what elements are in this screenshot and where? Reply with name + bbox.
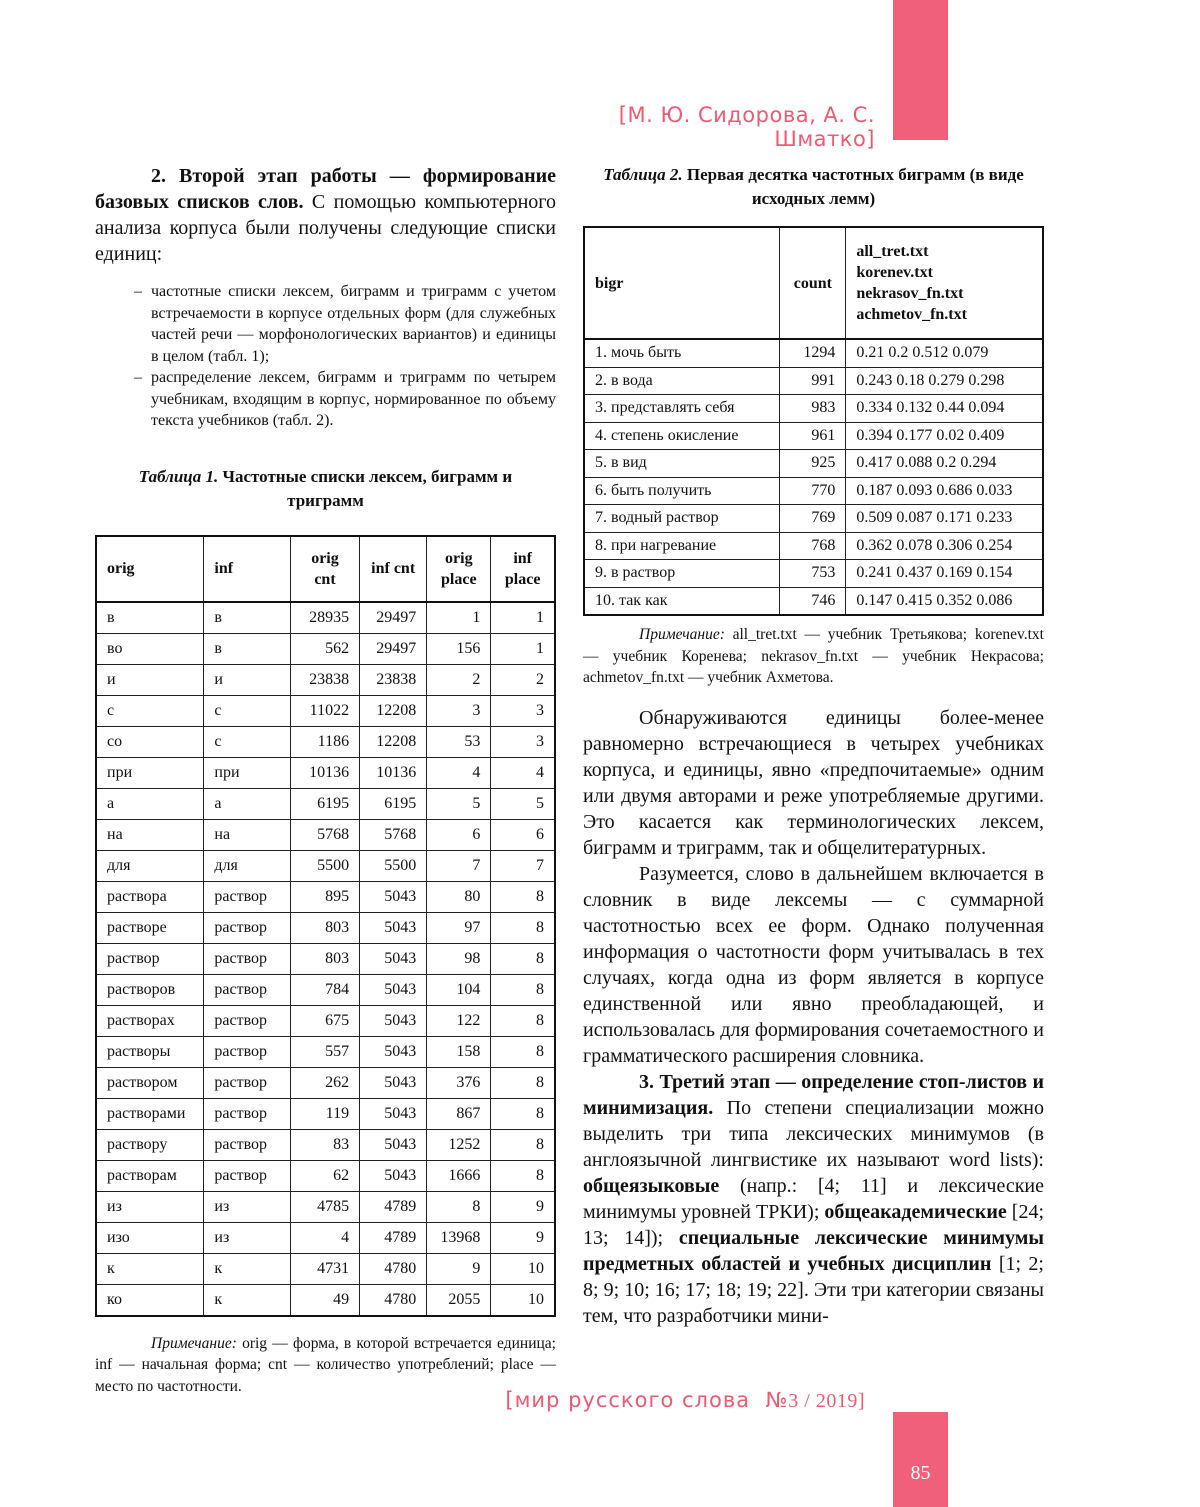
table-cell: 803 (290, 912, 359, 943)
table-row (584, 477, 1043, 505)
table-row (96, 881, 555, 912)
table-cell: 0.241 0.437 0.169 0.154 (846, 560, 1043, 588)
table-cell: раствором (96, 1067, 204, 1098)
table-cell: 557 (290, 1036, 359, 1067)
table-row (96, 695, 555, 726)
table1-note-text: orig — форма, в которой встречается единица; inf — начальная форма; cnt — количество употреблений; place — место по частотности. (95, 1334, 556, 1395)
table-cell: 8. при нагревание (584, 532, 780, 560)
table-cell: 6 (427, 819, 491, 850)
section-3-title: 3. Третий этап — определение стоп-листов и минимизация. (583, 1070, 1044, 1119)
paragraph: Разумеется, слово в дальнейшем включается в словник в виде лексемы — с суммарной частотностью всех ее форм. Однако полученная информация о частотности форм учитывалась в тех случаях, когда одна из форм является в корпусе единственной или явно преобладающей, и использовалась для формирования сочетаемостного и грамматического расширения словника. (583, 862, 1044, 1067)
table-cell: 98 (427, 943, 491, 974)
table-cell: 7 (427, 850, 491, 881)
table-cell: 10136 (360, 757, 427, 788)
table-cell: 12208 (360, 726, 427, 757)
table-cell: к (204, 1284, 291, 1316)
table-row (96, 1005, 555, 1036)
table-cell: а (204, 788, 291, 819)
table-cell: 8 (491, 1098, 555, 1129)
table-cell: для (96, 850, 204, 881)
table-cell: 4 (491, 757, 555, 788)
table-cell: 80 (427, 881, 491, 912)
running-header-authors: [М. Ю. Сидорова, А. С. Шматко] (618, 103, 875, 151)
right-column (583, 163, 1044, 1329)
table1-header: inf cnt (360, 536, 427, 602)
table2-header: nekrasov_fn.txt (856, 285, 964, 302)
table-cell: 10 (491, 1284, 555, 1316)
paragraph: Обнаруживаются единицы более-менее равномерно встречающиеся в четырех учебниках корпуса, и единицы, явно «предпочитаемые» одним или двумя авторами и реже употребляемые другими. Это касается как терминологических лексем, биграмм и триграмм, так и общелитературных. (583, 706, 1044, 859)
table-cell: растворе (96, 912, 204, 943)
table-cell: 5043 (360, 1005, 427, 1036)
table-cell: 753 (780, 560, 846, 588)
table2-header-row (584, 227, 1043, 339)
table-cell: 119 (290, 1098, 359, 1129)
table2-header: achmetov_fn.txt (856, 306, 967, 323)
table-cell: 8 (491, 1036, 555, 1067)
table-cell: 11022 (290, 695, 359, 726)
table-cell: 0.187 0.093 0.686 0.033 (846, 477, 1043, 505)
table-cell: 5500 (290, 850, 359, 881)
table-cell: 4789 (360, 1191, 427, 1222)
table-cell: к (96, 1253, 204, 1284)
table-cell: раствор (204, 1129, 291, 1160)
table-cell: с (204, 726, 291, 757)
table-row (584, 339, 1043, 367)
table-cell: 1294 (780, 339, 846, 367)
table-cell: 13968 (427, 1222, 491, 1253)
journal-title: [мир русского слова (505, 1388, 751, 1412)
table-cell: 4. степень окисление (584, 422, 780, 450)
table-cell: 991 (780, 367, 846, 395)
table-cell: а (96, 788, 204, 819)
table-cell: 2 (491, 664, 555, 695)
table1-header: orig cnt (290, 536, 359, 602)
section-3-paragraph (583, 1069, 1044, 1329)
table-cell: 6. быть получить (584, 477, 780, 505)
table-row (96, 1036, 555, 1067)
table-cell: 4780 (360, 1253, 427, 1284)
table-row (584, 367, 1043, 395)
table-cell: 8 (491, 1160, 555, 1191)
table-cell: 49 (290, 1284, 359, 1316)
table-cell: изо (96, 1222, 204, 1253)
table1 (95, 535, 556, 1317)
section-2-paragraph (95, 163, 556, 267)
table1-body (96, 602, 555, 1316)
table-cell: на (96, 819, 204, 850)
table2-header-files (846, 227, 1043, 339)
table-cell: раствор (204, 1005, 291, 1036)
table-cell: 1 (491, 602, 555, 634)
table-cell: раствор (204, 881, 291, 912)
table-row (584, 422, 1043, 450)
table-cell: 784 (290, 974, 359, 1005)
table1-header: orig place (427, 536, 491, 602)
table-cell: 23838 (360, 664, 427, 695)
table-cell: 62 (290, 1160, 359, 1191)
table-cell: раствора (96, 881, 204, 912)
table-row (96, 912, 555, 943)
paragraph-text: (напр.: [4; 11] и лексические минимумы уровней ТРКИ); (583, 1174, 1044, 1223)
table-row (96, 664, 555, 695)
table2-note-text: all_tret.txt — учебник Третьякова; korenev.txt — учебник Коренева; nekrasov_fn.txt — учебник Некрасова; achmetov_fn.txt — учебник Ахметова. (583, 626, 1044, 686)
table-cell: раствор (204, 943, 291, 974)
table-cell: из (204, 1191, 291, 1222)
section-2-title: 2. Второй этап работы — формирование базовых списков слов. (95, 165, 556, 213)
table-row (584, 587, 1043, 615)
table-cell: 5043 (360, 881, 427, 912)
table-cell: 3 (491, 695, 555, 726)
table-cell: и (204, 664, 291, 695)
table-cell: 8 (491, 1005, 555, 1036)
table-cell: растворов (96, 974, 204, 1005)
paragraph-text: [24; 13; 14]); (583, 1200, 1044, 1249)
table-row (584, 450, 1043, 478)
table-cell: к (204, 1253, 291, 1284)
table-cell: в (204, 633, 291, 664)
bottom-accent-bar (893, 1412, 948, 1507)
table-cell: 0.394 0.177 0.02 0.409 (846, 422, 1043, 450)
term: специальные лексические минимумы предметных областей и учебных дисциплин (583, 1226, 1045, 1275)
table-cell: для (204, 850, 291, 881)
table-cell: 7 (491, 850, 555, 881)
table-cell: в (204, 602, 291, 634)
table-cell: 4731 (290, 1253, 359, 1284)
table-cell: 4 (290, 1222, 359, 1253)
table-cell: раствор (204, 912, 291, 943)
table-cell: 5043 (360, 943, 427, 974)
table-row (96, 633, 555, 664)
table1-header: orig (96, 536, 204, 602)
table-cell: 4780 (360, 1284, 427, 1316)
table-cell: 23838 (290, 664, 359, 695)
table-cell: 122 (427, 1005, 491, 1036)
table2-header: bigr (584, 227, 780, 339)
paragraph-text: [1; 2; 8; 9; 10; 16; 17; 18; 19; 22]. Эти три категории связаны тем, что разработчики мини- (583, 1252, 1044, 1327)
table-cell: 4785 (290, 1191, 359, 1222)
table-cell: 5043 (360, 1036, 427, 1067)
left-column (95, 163, 556, 1397)
table-cell: 562 (290, 633, 359, 664)
table2-caption-label: Таблица 2. (603, 165, 683, 184)
table-cell: 2. в вода (584, 367, 780, 395)
table-cell: 29497 (360, 602, 427, 634)
table-cell: 2 (427, 664, 491, 695)
table-cell: с (204, 695, 291, 726)
table-cell: 1252 (427, 1129, 491, 1160)
table-cell: 2055 (427, 1284, 491, 1316)
bullet-list (95, 281, 556, 432)
table-cell: со (96, 726, 204, 757)
issue-prefix: № (765, 1388, 789, 1412)
table-cell: раствор (204, 1067, 291, 1098)
table-row (584, 532, 1043, 560)
table-cell: 5043 (360, 1129, 427, 1160)
table-cell: 0.21 0.2 0.512 0.079 (846, 339, 1043, 367)
table-cell: 770 (780, 477, 846, 505)
table-row (584, 395, 1043, 423)
table2-note-label: Примечание: (639, 626, 725, 643)
table-row (96, 602, 555, 634)
term: общеязыковые (583, 1174, 720, 1197)
table-row (96, 850, 555, 881)
table-cell: 8 (491, 881, 555, 912)
table-cell: 5 (427, 788, 491, 819)
table-cell: 768 (780, 532, 846, 560)
table-cell: на (204, 819, 291, 850)
table-cell: 9 (491, 1222, 555, 1253)
table-cell: из (96, 1191, 204, 1222)
table-cell: 158 (427, 1036, 491, 1067)
table-cell: растворам (96, 1160, 204, 1191)
table-cell: 1666 (427, 1160, 491, 1191)
table-cell: 8 (491, 1067, 555, 1098)
table-cell: во (96, 633, 204, 664)
table-row (96, 1129, 555, 1160)
table-cell: 7. водный раствор (584, 505, 780, 533)
term: общеакадемические (824, 1200, 1007, 1223)
table-cell: 5043 (360, 1067, 427, 1098)
table2-header: count (780, 227, 846, 339)
table2-caption (583, 163, 1044, 211)
table-cell: 8 (491, 943, 555, 974)
table-cell: 803 (290, 943, 359, 974)
table-cell: 9. в раствор (584, 560, 780, 588)
table1-header-row (96, 536, 555, 602)
table-cell: 3. представлять себя (584, 395, 780, 423)
table-cell: раствор (204, 1036, 291, 1067)
table-cell: 5. в вид (584, 450, 780, 478)
paragraph-text: По степени специализации можно выделить три типа лексических минимумов (в англоязычной лингвистике их называют word lists): (583, 1096, 1044, 1171)
table-cell: 376 (427, 1067, 491, 1098)
table2 (583, 226, 1044, 616)
table-cell: 9 (427, 1253, 491, 1284)
table-row (96, 1284, 555, 1316)
table-cell: с (96, 695, 204, 726)
table1-note-label: Примечание: (151, 1334, 237, 1352)
table-cell: 8 (427, 1191, 491, 1222)
table-cell: 53 (427, 726, 491, 757)
table-cell: 1 (427, 602, 491, 634)
table-cell: 6 (491, 819, 555, 850)
table-cell: 10136 (290, 757, 359, 788)
page-number: 85 (910, 1462, 931, 1484)
table-cell: 5043 (360, 1160, 427, 1191)
table-row (96, 943, 555, 974)
table-cell: 156 (427, 633, 491, 664)
issue-number: 3 / 2019] (788, 1390, 865, 1412)
table-cell: 5768 (290, 819, 359, 850)
table-cell: 9 (491, 1191, 555, 1222)
table-cell: 6195 (360, 788, 427, 819)
table-cell: 769 (780, 505, 846, 533)
top-accent-bar (893, 0, 948, 140)
table-cell: 28935 (290, 602, 359, 634)
table-cell: 3 (491, 726, 555, 757)
table1-caption-text: Частотные списки лексем, биграмм и триграмм (218, 466, 513, 510)
table-cell: 4 (427, 757, 491, 788)
table-cell: при (96, 757, 204, 788)
table-cell: 5500 (360, 850, 427, 881)
table-cell: 5 (491, 788, 555, 819)
table-cell: 3 (427, 695, 491, 726)
table-cell: 983 (780, 395, 846, 423)
table-row (96, 726, 555, 757)
table-cell: раствору (96, 1129, 204, 1160)
section-2-text: С помощью компьютерного анализа корпуса были получены следующие списки единиц: (95, 191, 556, 265)
table2-header: korenev.txt (856, 264, 933, 281)
table1-caption (95, 465, 556, 513)
table-cell: ко (96, 1284, 204, 1316)
table-row (584, 560, 1043, 588)
table-cell: 1186 (290, 726, 359, 757)
table-row (96, 1253, 555, 1284)
table-cell: 961 (780, 422, 846, 450)
table-cell: раствор (204, 1160, 291, 1191)
table2-caption-text: Первая десятка частотных биграмм (в виде исходных лемм) (682, 165, 1024, 208)
table1-caption-label: Таблица 1. (138, 466, 219, 486)
table1-header: inf place (491, 536, 555, 602)
list-item: – частотные списки лексем, биграмм и триграмм с учетом встречаемости в корпусе отдельных форм (для служебных частей речи — морфонологических вариантов) и единицы в целом (табл. 1); (151, 281, 556, 367)
table-cell: растворах (96, 1005, 204, 1036)
table-cell: растворы (96, 1036, 204, 1067)
table-cell: растворами (96, 1098, 204, 1129)
table-cell: раствор (96, 943, 204, 974)
table-cell: 925 (780, 450, 846, 478)
table-row (96, 1160, 555, 1191)
table-cell: 6195 (290, 788, 359, 819)
table-cell: 0.509 0.087 0.171 0.233 (846, 505, 1043, 533)
table-cell: 262 (290, 1067, 359, 1098)
table-cell: и (96, 664, 204, 695)
table-cell: в (96, 602, 204, 634)
table-cell: 5043 (360, 974, 427, 1005)
table-cell: 10. так как (584, 587, 780, 615)
table-cell: 5043 (360, 1098, 427, 1129)
table-cell: 12208 (360, 695, 427, 726)
table-row (96, 1067, 555, 1098)
table-cell: 8 (491, 974, 555, 1005)
table-row (96, 788, 555, 819)
table-row (96, 819, 555, 850)
table2-header: all_tret.txt (856, 243, 929, 260)
table-cell: 746 (780, 587, 846, 615)
table-row (584, 505, 1043, 533)
table-cell: раствор (204, 1098, 291, 1129)
table-cell: 83 (290, 1129, 359, 1160)
table-cell: 867 (427, 1098, 491, 1129)
table-row (96, 757, 555, 788)
table-row (96, 974, 555, 1005)
table-cell: 104 (427, 974, 491, 1005)
table-cell: 29497 (360, 633, 427, 664)
table-cell: 0.334 0.132 0.44 0.094 (846, 395, 1043, 423)
table-cell: 10 (491, 1253, 555, 1284)
table-cell: 675 (290, 1005, 359, 1036)
table-cell: 1 (491, 633, 555, 664)
table-row (96, 1222, 555, 1253)
table-cell: 4789 (360, 1222, 427, 1253)
table-cell: из (204, 1222, 291, 1253)
table2-body (584, 339, 1043, 615)
table-cell: 5768 (360, 819, 427, 850)
table-cell: 1. мочь быть (584, 339, 780, 367)
table1-header: inf (204, 536, 291, 602)
table-cell: 0.417 0.088 0.2 0.294 (846, 450, 1043, 478)
table-cell: раствор (204, 974, 291, 1005)
table-cell: при (204, 757, 291, 788)
running-footer (470, 1388, 865, 1413)
table-cell: 895 (290, 881, 359, 912)
table-row (96, 1191, 555, 1222)
table-cell: 0.243 0.18 0.279 0.298 (846, 367, 1043, 395)
table-cell: 97 (427, 912, 491, 943)
list-item: – распределение лексем, биграмм и триграмм по четырем учебникам, входящим в корпус, нормированное по объему текста учебников (табл. 2). (151, 367, 556, 432)
table-cell: 8 (491, 1129, 555, 1160)
table-cell: 8 (491, 912, 555, 943)
table-cell: 0.362 0.078 0.306 0.254 (846, 532, 1043, 560)
table-cell: 5043 (360, 912, 427, 943)
table-row (96, 1098, 555, 1129)
table2-note (583, 624, 1044, 689)
table-cell: 0.147 0.415 0.352 0.086 (846, 587, 1043, 615)
